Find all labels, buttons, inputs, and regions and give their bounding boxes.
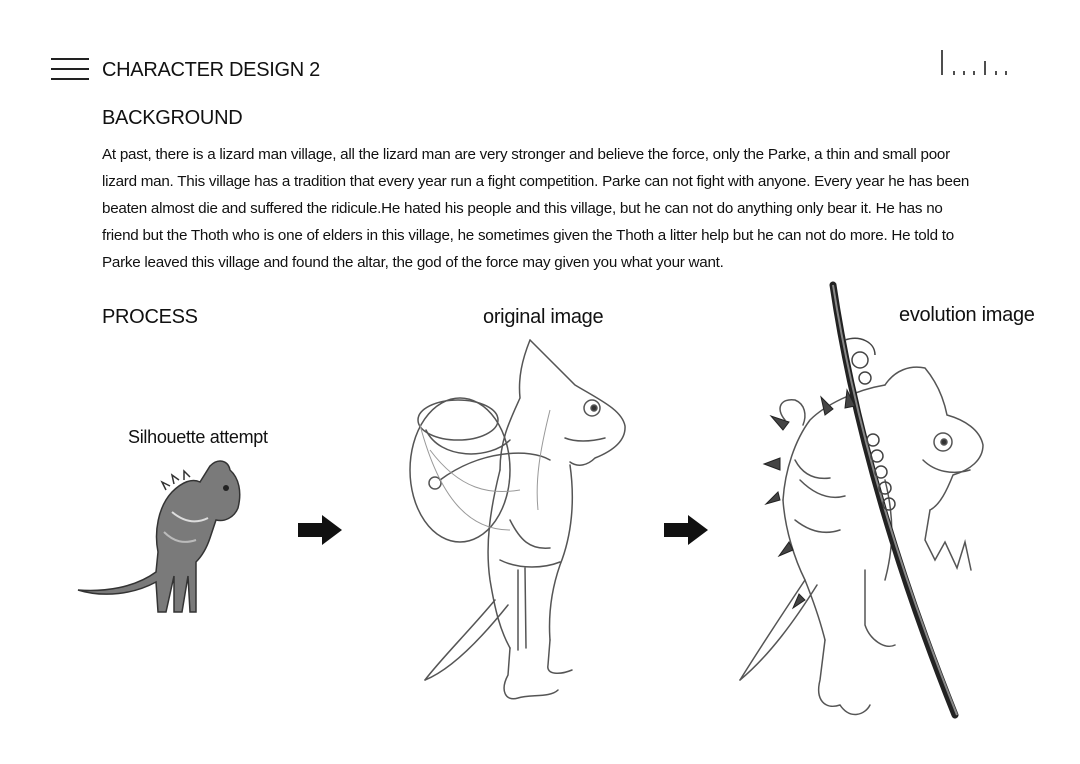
background-heading: BACKGROUND <box>102 107 243 129</box>
evolution-image-sketch <box>725 280 1055 740</box>
silhouette-label: Silhouette attempt <box>128 427 268 447</box>
evolution-image-label: evolution image <box>899 304 1035 326</box>
process-heading: PROCESS <box>102 306 198 328</box>
silhouette-sketch <box>74 452 249 617</box>
story-line: Parke leaved this village and found the altar, the god of the force may given you what your want. <box>102 254 724 271</box>
hamburger-menu-icon[interactable] <box>51 58 89 82</box>
original-image-label: original image <box>483 306 604 328</box>
story-line: friend but the Thoth who is one of elders in this village, he sometimes given the Thoth a litter help but he can not do more. He told to <box>102 227 954 244</box>
original-image-sketch <box>400 330 640 725</box>
page-title: CHARACTER DESIGN 2 <box>102 59 320 81</box>
background-story <box>102 141 1032 276</box>
logo-icon <box>940 48 1010 78</box>
story-line: lizard man. This village has a tradition that every year run a fight competition. Parke can not fight with anyone. Every year he has been <box>102 173 970 190</box>
story-line: beaten almost die and suffered the ridicule.He hated his people and this village, but he can not do anything only bear it. He has no <box>102 200 943 217</box>
right-arrow-icon <box>664 515 708 545</box>
right-arrow-icon <box>298 515 342 545</box>
story-line: At past, there is a lizard man village, all the lizard man are very stronger and believe the force, only the Parke, a thin and small poor <box>102 146 950 163</box>
